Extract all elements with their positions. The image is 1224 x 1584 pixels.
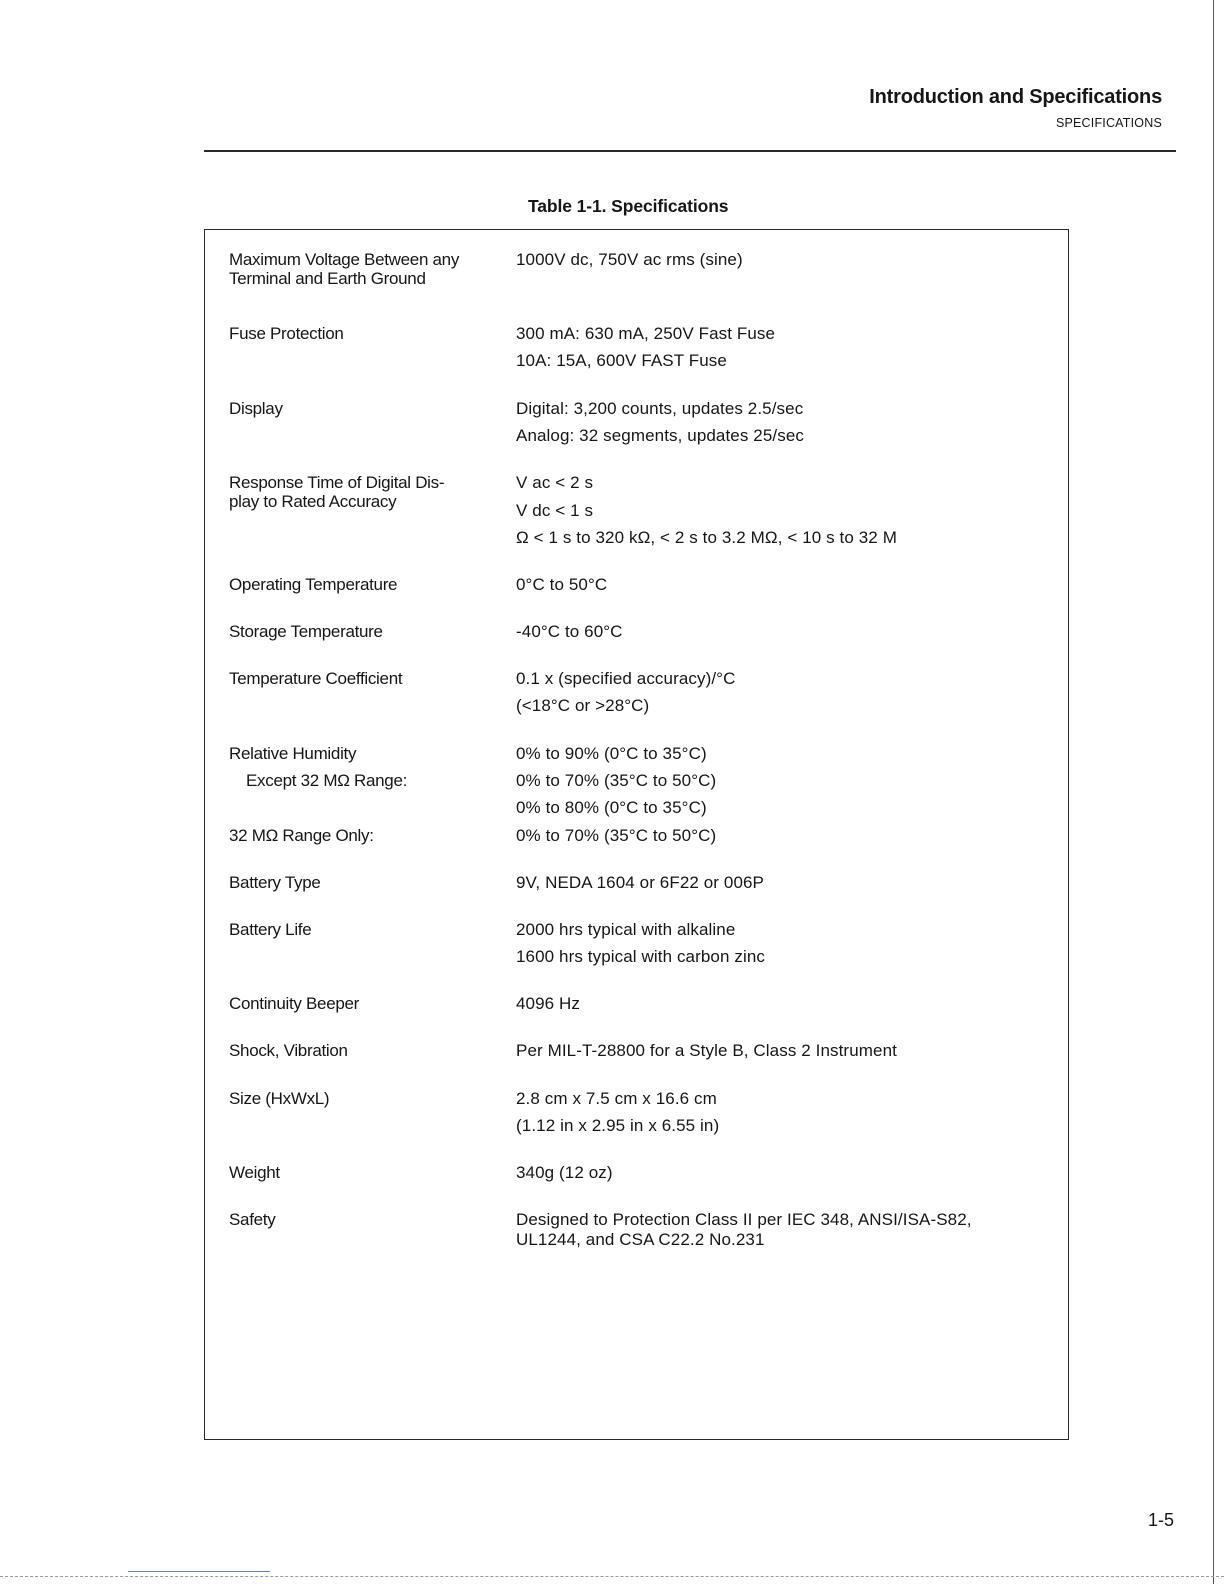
spec-value: Digital: 3,200 counts, updates 2.5/sec (516, 399, 804, 418)
spec-label: Storage Temperature (229, 622, 383, 641)
spec-value: Per MIL-T-28800 for a Style B, Class 2 Instrument (516, 1041, 897, 1060)
spec-value: 300 mA: 630 mA, 250V Fast Fuse (516, 324, 776, 343)
spec-label: 32 MΩ Range Only: (229, 826, 374, 845)
section-title: Introduction and Specifications (869, 86, 1162, 108)
scan-bottom-mark (128, 1571, 270, 1572)
spec-value: Designed to Protection Class II per IEC 348, ANSI/ISA-S82, (516, 1210, 972, 1229)
spec-value: 0% to 70% (35°C to 50°C) (516, 771, 717, 790)
spec-value: 340g (12 oz) (516, 1163, 613, 1182)
spec-label: Shock, Vibration (229, 1041, 348, 1060)
spec-value: 0°C to 50°C (516, 575, 608, 594)
spec-value: (1.12 in x 2.95 in x 6.55 in) (516, 1116, 720, 1135)
spec-value: 2.8 cm x 7.5 cm x 16.6 cm (516, 1089, 717, 1108)
spec-value: 10A: 15A, 600V FAST Fuse (516, 351, 727, 370)
spec-label: Battery Life (229, 920, 312, 939)
spec-value: 0% to 80% (0°C to 35°C) (516, 798, 707, 817)
scan-bottom-edge (0, 1576, 1224, 1577)
spec-label: Size (HxWxL) (229, 1089, 330, 1108)
spec-value: 1000V dc, 750V ac rms (sine) (516, 250, 743, 269)
spec-label: Operating Temperature (229, 575, 398, 594)
spec-value: 4096 Hz (516, 994, 581, 1013)
spec-label: Response Time of Digital Dis- (229, 473, 445, 492)
page-number: 1-5 (1148, 1510, 1175, 1530)
spec-label: Except 32 MΩ Range: (246, 771, 408, 790)
spec-value: 0% to 90% (0°C to 35°C) (516, 744, 707, 763)
spec-label: Maximum Voltage Between any (229, 250, 460, 269)
spec-value: 2000 hrs typical with alkaline (516, 920, 736, 939)
section-subtitle: SPECIFICATIONS (1055, 116, 1162, 130)
scan-edge-line (1213, 0, 1214, 1584)
spec-label: play to Rated Accuracy (229, 492, 397, 511)
spec-label: Terminal and Earth Ground (229, 269, 426, 288)
spec-value: 9V, NEDA 1604 or 6F22 or 006P (516, 873, 764, 892)
header-divider (204, 150, 1176, 152)
spec-label: Battery Type (229, 873, 321, 892)
spec-value: V ac < 2 s (516, 473, 594, 492)
spec-value: 1600 hrs typical with carbon zinc (516, 947, 765, 966)
spec-value: Ω < 1 s to 320 kΩ, < 2 s to 3.2 MΩ, < 10 s to 32 M (516, 528, 897, 547)
spec-label: Safety (229, 1210, 276, 1229)
spec-value: UL1244, and CSA C22.2 No.231 (516, 1230, 765, 1249)
spec-value: (<18°C or >28°C) (516, 696, 650, 715)
spec-value: 0% to 70% (35°C to 50°C) (516, 826, 717, 845)
table-caption: Table 1-1. Specifications (528, 196, 729, 216)
spec-label: Relative Humidity (229, 744, 357, 763)
spec-value: V dc < 1 s (516, 501, 594, 520)
spec-label: Fuse Protection (229, 324, 344, 343)
spec-label: Weight (229, 1163, 280, 1182)
spec-label: Display (229, 399, 283, 418)
spec-value: Analog: 32 segments, updates 25/sec (516, 426, 804, 445)
spec-label: Temperature Coefficient (229, 669, 403, 688)
spec-value: 0.1 x (specified accuracy)/°C (516, 669, 736, 688)
spec-value: -40°C to 60°C (516, 622, 623, 641)
spec-label: Continuity Beeper (229, 994, 360, 1013)
